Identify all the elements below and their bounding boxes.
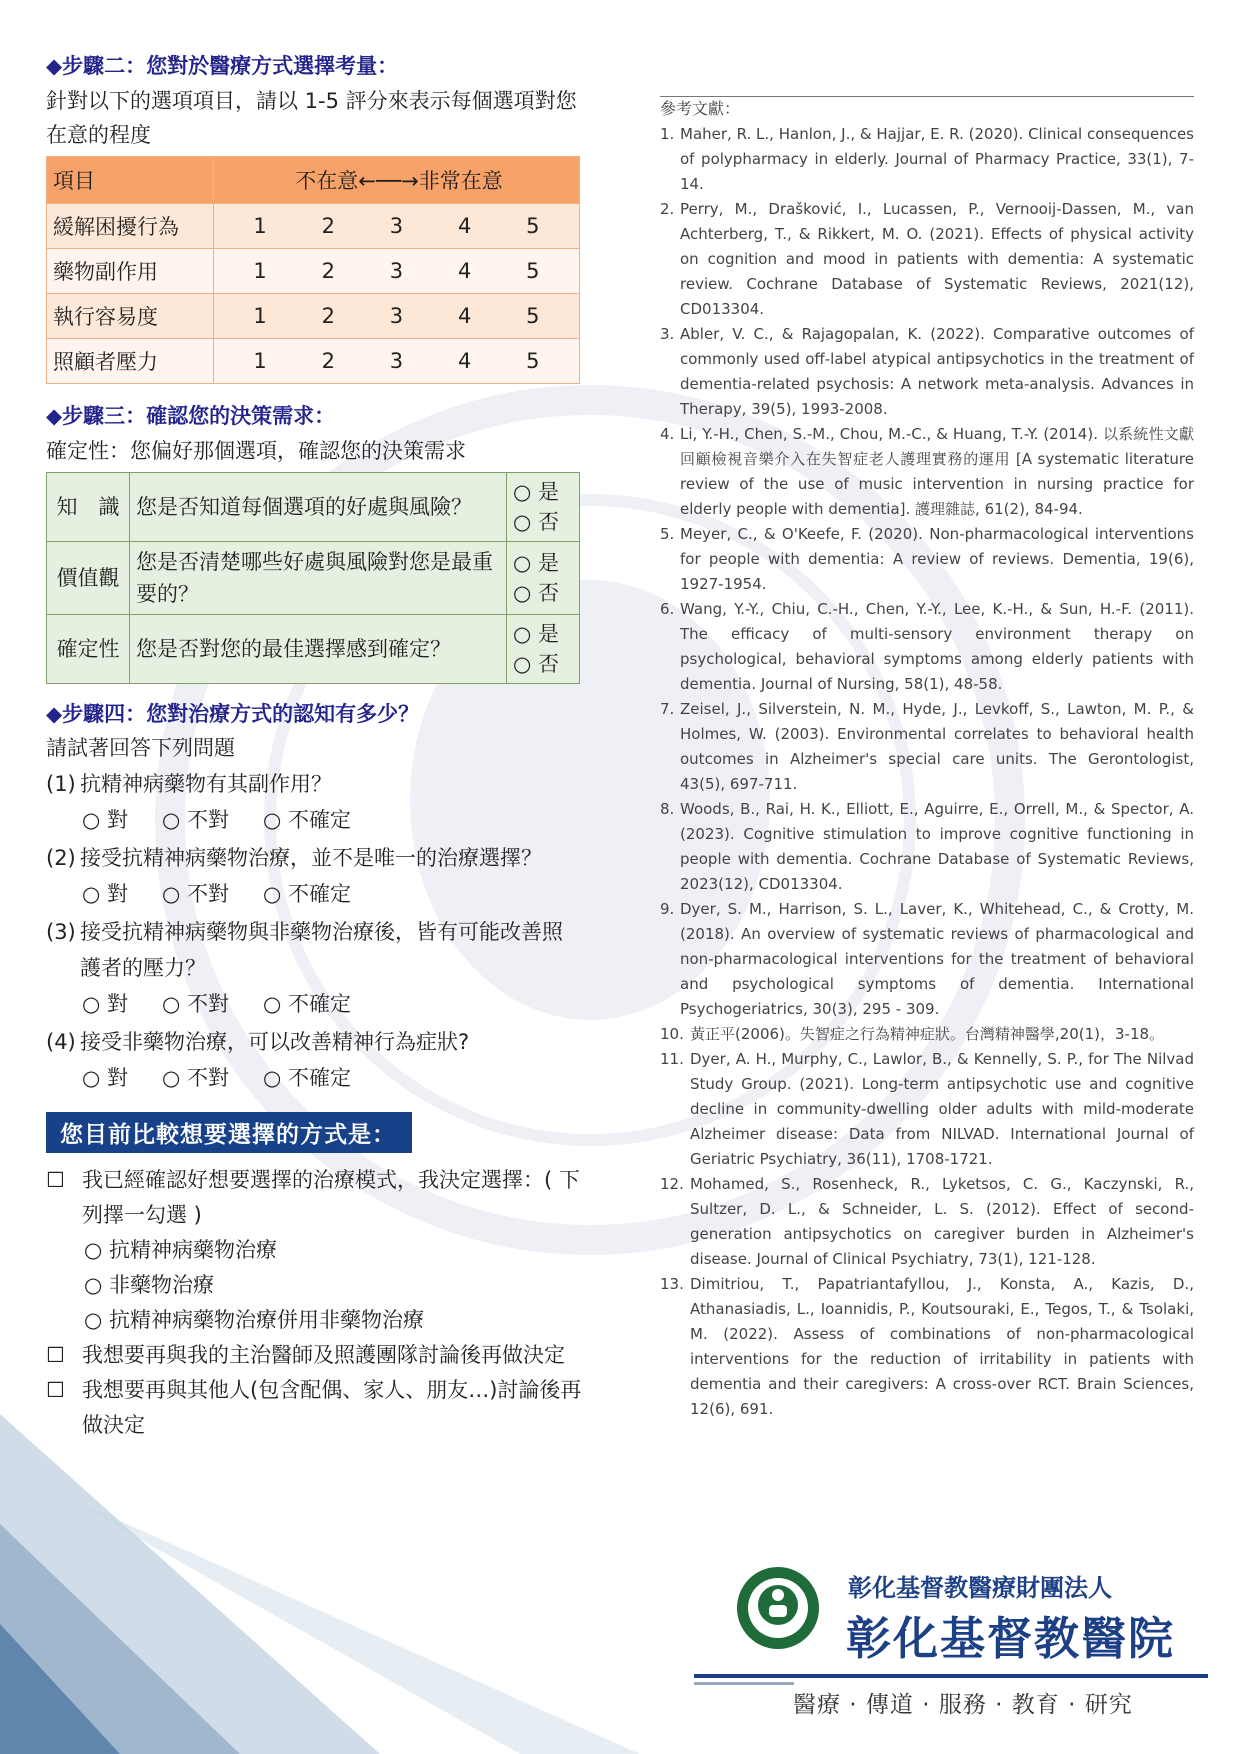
reference-item <box>660 1047 1194 1172</box>
rating-row <box>47 204 580 249</box>
reference-number: 3. <box>660 325 675 343</box>
rating-scale-cell <box>214 294 580 339</box>
yes-radio[interactable]: ○ 是 <box>513 551 559 575</box>
yes-radio[interactable]: ○ 是 <box>513 480 559 504</box>
reference-text: 黃正平(2006)。失智症之行為精神症狀。台灣精神醫學,20(1)，3-18。 <box>690 1025 1165 1043</box>
reference-number: 8. <box>660 800 675 818</box>
checkbox-icon[interactable]: ☐ <box>46 1343 65 1367</box>
left-column <box>46 52 582 1443</box>
knowledge-questions <box>46 766 582 1096</box>
rating-option[interactable]: 3 <box>389 214 404 238</box>
rating-option[interactable]: 3 <box>389 259 404 283</box>
rating-scale-cell <box>214 204 580 249</box>
rating-item-label: 緩解困擾行為 <box>47 204 214 249</box>
step4-title: ◆步驟四：您對治療方式的認知有多少？ <box>46 702 420 726</box>
rating-scale <box>214 259 579 283</box>
rating-option[interactable]: 3 <box>389 349 404 373</box>
step3-title: ◆步驟三：確認您的決策需求： <box>46 404 336 428</box>
answer-radio[interactable]: ○ 對 <box>82 992 128 1016</box>
reference-number: 13. <box>660 1275 684 1293</box>
answer-options <box>46 986 582 1022</box>
answer-options <box>46 802 582 838</box>
org-motto: 醫療 · 傳道 · 服務 · 教育 · 研究 <box>793 1692 1133 1718</box>
footer-divider-accent <box>694 1682 794 1685</box>
decision-need-row <box>47 473 580 542</box>
decision-need-question: 您是否知道每個選項的好處與風險？ <box>130 473 507 542</box>
decision-need-question: 您是否對您的最佳選擇感到確定？ <box>130 615 507 684</box>
reference-number: 2. <box>660 200 675 218</box>
treatment-option-radio[interactable]: ○ 抗精神病藥物治療 <box>84 1238 277 1262</box>
decision-need-label: 知 識 <box>47 473 130 542</box>
answer-radio[interactable]: ○ 不對 <box>162 808 229 832</box>
question-number: (4) <box>46 1030 76 1054</box>
reference-item <box>660 197 1194 322</box>
footer-divider <box>694 1674 1208 1678</box>
decision-need-label: 價值觀 <box>47 542 130 615</box>
rating-option[interactable]: 4 <box>457 349 472 373</box>
question-number: (1) <box>46 772 76 796</box>
reference-item <box>660 1022 1194 1047</box>
rating-row <box>47 339 580 384</box>
yes-radio[interactable]: ○ 是 <box>513 622 559 646</box>
rating-item-label: 照顧者壓力 <box>47 339 214 384</box>
reference-text: Wang, Y.-Y., Chiu, C.-H., Chen, Y.-Y., Lee, K.-H., & Sun, H.-F. (2011). The efficacy of multi-sensory environment therapy on psychological, behavioral symptoms among elderly patients with dementia. Journal of Nursing, 58(1), 48-58. <box>680 600 1194 693</box>
reference-item <box>660 322 1194 422</box>
rating-option[interactable]: 5 <box>526 349 540 373</box>
reference-text: Dyer, S. M., Harrison, S. L., Laver, K., Whitehead, C., & Crotty, M. (2018). An overview of systematic reviews of pharmacological and non-pharmacological interventions for the treatment of behavioral and psychological symptoms of dementia. International Psychogeriatrics, 30(3), 295 - 309. <box>680 900 1194 1018</box>
rating-scale-cell <box>214 249 580 294</box>
rating-option[interactable]: 4 <box>457 304 472 328</box>
answer-radio[interactable]: ○ 不對 <box>162 992 229 1016</box>
answer-radio[interactable]: ○ 對 <box>82 882 128 906</box>
reference-text: Maher, R. L., Hanlon, J., & Hajjar, E. R. (2020). Clinical consequences of polypharmacy in elderly. Journal of Pharmacy Practice, 33(1), 7-14. <box>680 125 1194 193</box>
answer-radio[interactable]: ○ 對 <box>82 1066 128 1090</box>
answer-radio[interactable]: ○ 不對 <box>162 882 229 906</box>
rating-row <box>47 249 580 294</box>
answer-options <box>46 876 582 912</box>
answer-options <box>46 1060 582 1096</box>
rating-item-label: 執行容易度 <box>47 294 214 339</box>
rating-option[interactable]: 1 <box>253 214 267 238</box>
org-name: 彰化基督教醫院 <box>846 1612 1176 1665</box>
org-subtitle: 彰化基督教醫療財團法人 <box>848 1574 1112 1602</box>
reference-number: 7. <box>660 700 675 718</box>
treatment-option-radio[interactable]: ○ 非藥物治療 <box>84 1273 214 1297</box>
reference-number: 12. <box>660 1175 684 1193</box>
decision-need-question: 您是否清楚哪些好處與風險對您是最重要的？ <box>130 542 507 615</box>
question-text: 接受抗精神病藥物治療，並不是唯一的治療選擇？ <box>80 846 542 870</box>
question-item <box>46 1024 582 1060</box>
no-radio[interactable]: ○ 否 <box>513 652 559 676</box>
reference-number: 1. <box>660 125 675 143</box>
choice-item-discuss-others-label: 我想要再與其他人(包含配偶、家人、朋友…)討論後再做決定 <box>82 1378 582 1437</box>
choice-item-decided-label: 我已經確認好想要選擇的治療模式，我決定選擇：( 下列擇一勾選 ) <box>82 1168 580 1227</box>
rating-scale <box>214 304 579 328</box>
references-title: 參考文獻： <box>660 99 741 118</box>
choice-item-discuss-doctor-label: 我想要再與我的主治醫師及照護團隊討論後再做決定 <box>82 1343 565 1367</box>
rating-option[interactable]: 2 <box>321 214 335 238</box>
decision-need-label: 確定性 <box>47 615 130 684</box>
rating-header-scale: 不在意←──→非常在意 <box>214 157 580 204</box>
reference-text: Dimitriou, T., Papatriantafyllou, J., Konsta, A., Kazis, D., Athanasiadis, L., Ioannidis, P., Koutsouraki, E., Tegos, T., & Tsolaki, M. (2022). Assess of combinations of non-pharmacological interventions for the reduction of irritability in patients with dementia and their caregivers: A cross-over RCT. Brain Sciences, 12(6), 691. <box>690 1275 1194 1418</box>
hospital-logo-icon <box>735 1565 821 1651</box>
checkbox-icon[interactable]: ☐ <box>46 1168 65 1192</box>
choice-item-discuss-doctor[interactable] <box>46 1338 582 1373</box>
rating-table <box>46 156 580 384</box>
rating-option[interactable]: 5 <box>526 259 540 283</box>
reference-text: Abler, V. C., & Rajagopalan, K. (2022). Comparative outcomes of commonly used off-label atypical antipsychotics in the treatment of dementia-related psychosis: A network meta-analysis. Advances in Therapy, 39(5), 1993-2008. <box>680 325 1194 418</box>
rating-item-label: 藥物副作用 <box>47 249 214 294</box>
question-item <box>46 840 582 876</box>
answer-radio[interactable]: ○ 不對 <box>162 1066 229 1090</box>
no-radio[interactable]: ○ 否 <box>513 581 559 605</box>
step3-intro: 確定性：您偏好那個選項，確認您的決策需求 <box>46 439 466 463</box>
reference-number: 9. <box>660 900 675 918</box>
rating-option[interactable]: 1 <box>253 349 267 373</box>
reference-text: Dyer, A. H., Murphy, C., Lawlor, B., & Kennelly, S. P., for The Nilvad Study Group. (2021). Long-term antipsychotic use and cognitive decline in community-dwelling older adults with mild-moderate Alzheimer disease: Data from NILVAD. International Journal of Geriatric Psychiatry, 36(11), 1708-1721. <box>690 1050 1194 1168</box>
answer-radio[interactable]: ○ 不確定 <box>263 808 351 832</box>
step2-intro: 針對以下的選項項目，請以 1-5 評分來表示每個選項對您在意的程度 <box>46 89 577 147</box>
reference-item <box>660 122 1194 197</box>
question-text: 接受抗精神病藥物與非藥物治療後，皆有可能改善照護者的壓力？ <box>80 920 563 980</box>
rating-option[interactable]: 3 <box>389 304 404 328</box>
answer-radio[interactable]: ○ 對 <box>82 808 128 832</box>
rating-scale-cell <box>214 339 580 384</box>
reference-number: 11. <box>660 1050 684 1068</box>
references <box>660 96 1194 1422</box>
question-item <box>46 766 582 802</box>
rating-option[interactable]: 2 <box>321 349 335 373</box>
question-item <box>46 914 582 986</box>
rating-option[interactable]: 1 <box>253 259 267 283</box>
answer-radio[interactable]: ○ 不確定 <box>263 992 351 1016</box>
answer-radio[interactable]: ○ 不確定 <box>263 1066 351 1090</box>
rating-header-item: 項目 <box>47 157 214 204</box>
reference-item <box>660 1172 1194 1272</box>
reference-item <box>660 1272 1194 1422</box>
rating-option[interactable]: 1 <box>253 304 267 328</box>
decision-need-row <box>47 542 580 615</box>
step2-title: ◆步驟二：您對於醫療方式選擇考量： <box>46 54 399 78</box>
rating-option[interactable]: 4 <box>457 259 472 283</box>
reference-number: 10. <box>660 1025 684 1043</box>
answer-radio[interactable]: ○ 不確定 <box>263 882 351 906</box>
choice-item-decided[interactable] <box>46 1163 582 1233</box>
treatment-option-radio[interactable]: ○ 抗精神病藥物治療併用非藥物治療 <box>84 1308 424 1332</box>
question-text: 抗精神病藥物有其副作用？ <box>80 772 332 796</box>
decision-need-row <box>47 615 580 684</box>
no-radio[interactable]: ○ 否 <box>513 510 559 534</box>
reference-text: Perry, M., Drašković, I., Lucassen, P., Vernooij-Dassen, M., van Achterberg, T., & Rikkert, M. O. (2021). Effects of physical activity on cognition and mood in patients with dementia: A systematic review. Cochrane Database of Systematic Reviews, 2021(12), CD013304. <box>680 200 1194 318</box>
rating-row <box>47 294 580 339</box>
reference-item <box>660 897 1194 1022</box>
choice-title: 您目前比較想要選擇的方式是： <box>46 1112 412 1153</box>
reference-text: Meyer, C., & O'Keefe, F. (2020). Non-pharmacological interventions for people with dementia: A review of reviews. Dementia, 19(6), 1927-1954. <box>680 525 1194 593</box>
rating-option[interactable]: 2 <box>321 304 335 328</box>
decision-need-options <box>507 542 580 615</box>
reference-item <box>660 597 1194 697</box>
decision-needs-table <box>46 472 580 684</box>
decision-need-options <box>507 473 580 542</box>
rating-option[interactable]: 5 <box>526 214 540 238</box>
reference-item <box>660 422 1194 522</box>
reference-text: Zeisel, J., Silverstein, N. M., Hyde, J., Levkoff, S., Lawton, M. P., & Holmes, W. (2003). Environmental correlates to behavioral health outcomes in Alzheimer's special care units. The Gerontologist, 43(5), 697-711. <box>680 700 1194 793</box>
reference-text: Woods, B., Rai, H. K., Elliott, E., Aguirre, E., Orrell, M., & Spector, A. (2023). Cognitive stimulation to improve cognitive functioning in people with dementia. Cochrane Database of Systematic Reviews, 2023(12), CD013304. <box>680 800 1194 893</box>
reference-text: Li, Y.-H., Chen, S.-M., Chou, M.-C., & Huang, T.-Y. (2014). 以系統性文獻回顧檢視音樂介入在失智症老人護理實務的運用 [A systematic literature review of the use of music intervention in nursing practice for elderly people with dementia]. 護理雜誌, 61(2), 84-94. <box>680 425 1194 518</box>
reference-number: 6. <box>660 600 675 618</box>
rating-option[interactable]: 4 <box>457 214 472 238</box>
rating-scale <box>214 214 579 238</box>
rating-option[interactable]: 2 <box>321 259 335 283</box>
reference-item <box>660 797 1194 897</box>
reference-number: 4. <box>660 425 675 443</box>
rating-scale <box>214 349 579 373</box>
references-list <box>660 122 1194 1422</box>
decision-need-options <box>507 615 580 684</box>
question-number: (2) <box>46 846 76 870</box>
step4-intro: 請試著回答下列問題 <box>46 736 235 760</box>
checkbox-icon[interactable]: ☐ <box>46 1378 65 1402</box>
reference-number: 5. <box>660 525 675 543</box>
reference-item <box>660 697 1194 797</box>
question-text: 接受非藥物治療，可以改善精神行為症狀? <box>80 1030 470 1054</box>
reference-text: Mohamed, S., Rosenheck, R., Lyketsos, C. G., Kaczynski, R., Sultzer, D. L., & Schneider, L. S. (2012). Effect of second-generation antipsychotics on caregiver burden in Alzheimer's disease. Journal of Clinical Psychiatry, 73(1), 121-128. <box>690 1175 1194 1268</box>
rating-option[interactable]: 5 <box>526 304 540 328</box>
choice-item-discuss-others[interactable] <box>46 1373 582 1443</box>
question-number: (3) <box>46 920 76 944</box>
reference-item <box>660 522 1194 597</box>
